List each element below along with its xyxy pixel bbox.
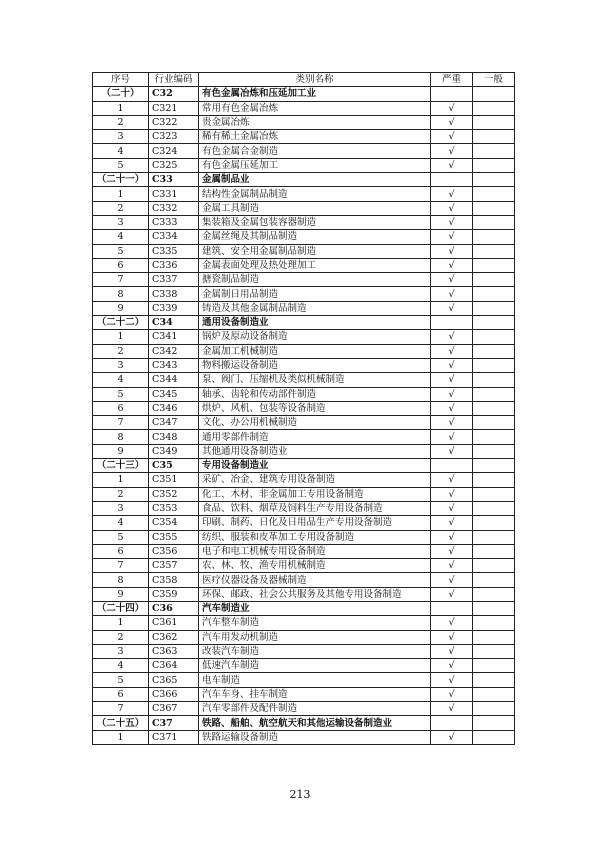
row-index: 2	[93, 115, 149, 129]
row-code: C346	[149, 401, 199, 415]
row-code: C337	[149, 273, 199, 287]
row-general-mark	[473, 201, 515, 215]
row-index: （二十一）	[93, 173, 149, 187]
row-name: 医疗仪器设备及器械制造	[199, 573, 431, 587]
row-index: 1	[93, 473, 149, 487]
row-general-mark	[473, 358, 515, 372]
row-code: C357	[149, 559, 199, 573]
row-name: 铁路运输设备制造	[199, 730, 431, 744]
row-severe-mark: √	[431, 416, 473, 430]
row-general-mark	[473, 473, 515, 487]
row-general-mark	[473, 173, 515, 187]
row-code: C332	[149, 201, 199, 215]
section-row	[93, 87, 515, 101]
row-general-mark	[473, 630, 515, 644]
table-row	[93, 258, 515, 272]
table-row	[93, 215, 515, 229]
row-name: 铸造及其他金属制品制造	[199, 301, 431, 315]
row-severe-mark: √	[431, 559, 473, 573]
row-name: 物料搬运设备制造	[199, 358, 431, 372]
table-row	[93, 273, 515, 287]
table-row	[93, 444, 515, 458]
row-name: 纺织、服装和皮革加工专用设备制造	[199, 530, 431, 544]
row-index: 4	[93, 373, 149, 387]
row-severe-mark: √	[431, 258, 473, 272]
row-general-mark	[473, 130, 515, 144]
row-name: 轴承、齿轮和传动部件制造	[199, 387, 431, 401]
row-severe-mark: √	[431, 659, 473, 673]
row-general-mark	[473, 316, 515, 330]
row-code: C359	[149, 587, 199, 601]
row-severe-mark: √	[431, 430, 473, 444]
row-general-mark	[473, 673, 515, 687]
table-row	[93, 101, 515, 115]
row-general-mark	[473, 416, 515, 430]
row-code: C333	[149, 215, 199, 229]
industry-table	[92, 72, 515, 745]
table-row	[93, 201, 515, 215]
row-name: 汽车车身、挂车制造	[199, 687, 431, 701]
row-general-mark	[473, 544, 515, 558]
table-row	[93, 573, 515, 587]
row-name: 结构性金属制品制造	[199, 187, 431, 201]
row-name: 农、林、牧、渔专用机械制造	[199, 559, 431, 573]
row-index: 7	[93, 416, 149, 430]
row-index: 4	[93, 516, 149, 530]
row-general-mark	[473, 244, 515, 258]
row-severe-mark: √	[431, 487, 473, 501]
table-row	[93, 430, 515, 444]
row-general-mark	[473, 230, 515, 244]
row-code: C321	[149, 101, 199, 115]
row-code: C371	[149, 730, 199, 744]
row-name: 集装箱及金属包装容器制造	[199, 215, 431, 229]
row-name: 常用有色金属冶炼	[199, 101, 431, 115]
page-number: 213	[289, 788, 311, 801]
row-severe-mark: √	[431, 158, 473, 172]
table-row	[93, 344, 515, 358]
row-severe-mark: √	[431, 501, 473, 515]
table-row	[93, 287, 515, 301]
header-severe: 严重	[431, 73, 473, 87]
row-general-mark	[473, 87, 515, 101]
row-name: 有色金属冶炼和压延加工业	[199, 87, 431, 101]
table-row	[93, 530, 515, 544]
row-index: （二十三）	[93, 459, 149, 473]
row-index: 6	[93, 258, 149, 272]
row-general-mark	[473, 158, 515, 172]
row-code: C342	[149, 344, 199, 358]
row-severe-mark	[431, 601, 473, 615]
row-code: C355	[149, 530, 199, 544]
row-code: C37	[149, 716, 199, 730]
row-name: 搪瓷制品制造	[199, 273, 431, 287]
row-severe-mark: √	[431, 115, 473, 129]
row-severe-mark	[431, 716, 473, 730]
table-row	[93, 158, 515, 172]
row-general-mark	[473, 215, 515, 229]
row-index: 1	[93, 730, 149, 744]
row-name: 低速汽车制造	[199, 659, 431, 673]
row-severe-mark: √	[431, 244, 473, 258]
row-severe-mark: √	[431, 473, 473, 487]
table-body	[93, 87, 515, 745]
row-severe-mark: √	[431, 344, 473, 358]
row-code: C336	[149, 258, 199, 272]
row-name: 化工、木材、非金属加工专用设备制造	[199, 487, 431, 501]
row-severe-mark: √	[431, 530, 473, 544]
row-index: 7	[93, 273, 149, 287]
row-severe-mark: √	[431, 215, 473, 229]
row-general-mark	[473, 516, 515, 530]
row-name: 汽车制造业	[199, 601, 431, 615]
row-index: （二十五）	[93, 716, 149, 730]
row-severe-mark	[431, 87, 473, 101]
table-row	[93, 387, 515, 401]
row-severe-mark: √	[431, 273, 473, 287]
table-row	[93, 244, 515, 258]
row-code: C32	[149, 87, 199, 101]
row-severe-mark: √	[431, 616, 473, 630]
row-index: 3	[93, 130, 149, 144]
table-row	[93, 730, 515, 744]
row-general-mark	[473, 430, 515, 444]
row-name: 环保、邮政、社会公共服务及其他专用设备制造	[199, 587, 431, 601]
row-code: C339	[149, 301, 199, 315]
row-name: 电车制造	[199, 673, 431, 687]
table-row	[93, 473, 515, 487]
row-index: 3	[93, 501, 149, 515]
row-index: 1	[93, 187, 149, 201]
row-name: 铁路、船舶、航空航天和其他运输设备制造业	[199, 716, 431, 730]
row-code: C364	[149, 659, 199, 673]
row-name: 金属工具制造	[199, 201, 431, 215]
row-severe-mark: √	[431, 730, 473, 744]
table-row	[93, 358, 515, 372]
row-index: 5	[93, 530, 149, 544]
row-severe-mark: √	[431, 187, 473, 201]
row-code: C352	[149, 487, 199, 501]
row-severe-mark: √	[431, 444, 473, 458]
section-row	[93, 459, 515, 473]
row-index: 9	[93, 587, 149, 601]
row-index: 8	[93, 430, 149, 444]
row-code: C362	[149, 630, 199, 644]
row-name: 贵金属冶炼	[199, 115, 431, 129]
row-severe-mark: √	[431, 516, 473, 530]
row-severe-mark: √	[431, 230, 473, 244]
row-general-mark	[473, 716, 515, 730]
row-name: 汽车整车制造	[199, 616, 431, 630]
table-row	[93, 330, 515, 344]
row-code: C358	[149, 573, 199, 587]
row-index: 2	[93, 630, 149, 644]
row-severe-mark: √	[431, 401, 473, 415]
row-index: 7	[93, 559, 149, 573]
row-code: C324	[149, 144, 199, 158]
table-row	[93, 673, 515, 687]
row-index: 1	[93, 330, 149, 344]
row-general-mark	[473, 730, 515, 744]
row-code: C361	[149, 616, 199, 630]
row-general-mark	[473, 387, 515, 401]
row-code: C345	[149, 387, 199, 401]
row-name: 改装汽车制造	[199, 644, 431, 658]
row-code: C353	[149, 501, 199, 515]
row-code: C325	[149, 158, 199, 172]
row-code: C367	[149, 702, 199, 716]
row-severe-mark	[431, 316, 473, 330]
row-code: C334	[149, 230, 199, 244]
row-severe-mark	[431, 173, 473, 187]
row-index: 5	[93, 158, 149, 172]
row-index: 9	[93, 444, 149, 458]
row-general-mark	[473, 115, 515, 129]
row-general-mark	[473, 487, 515, 501]
row-name: 印刷、制药、日化及日用品生产专用设备制造	[199, 516, 431, 530]
row-name: 电子和电工机械专用设备制造	[199, 544, 431, 558]
row-severe-mark: √	[431, 373, 473, 387]
header-general: 一般	[473, 73, 515, 87]
row-code: C322	[149, 115, 199, 129]
row-general-mark	[473, 273, 515, 287]
row-name: 有色金属合金制造	[199, 144, 431, 158]
row-general-mark	[473, 444, 515, 458]
row-code: C348	[149, 430, 199, 444]
row-severe-mark: √	[431, 644, 473, 658]
row-name: 其他通用设备制造业	[199, 444, 431, 458]
row-general-mark	[473, 573, 515, 587]
row-general-mark	[473, 601, 515, 615]
row-index: 7	[93, 702, 149, 716]
row-severe-mark: √	[431, 630, 473, 644]
row-code: C331	[149, 187, 199, 201]
row-general-mark	[473, 344, 515, 358]
row-name: 有色金属压延加工	[199, 158, 431, 172]
row-general-mark	[473, 373, 515, 387]
row-index: 8	[93, 287, 149, 301]
row-code: C349	[149, 444, 199, 458]
row-general-mark	[473, 659, 515, 673]
row-name: 通用设备制造业	[199, 316, 431, 330]
table-row	[93, 616, 515, 630]
row-name: 稀有稀土金属冶炼	[199, 130, 431, 144]
row-name: 金属加工机械制造	[199, 344, 431, 358]
header-code: 行业编码	[149, 73, 199, 87]
section-row	[93, 601, 515, 615]
row-general-mark	[473, 287, 515, 301]
table-row	[93, 301, 515, 315]
row-general-mark	[473, 144, 515, 158]
table-header-row	[93, 73, 515, 87]
row-name: 锅炉及原动设备制造	[199, 330, 431, 344]
row-severe-mark: √	[431, 287, 473, 301]
row-severe-mark: √	[431, 330, 473, 344]
table-row	[93, 516, 515, 530]
row-name: 建筑、安全用金属制品制造	[199, 244, 431, 258]
header-name: 类别名称	[199, 73, 431, 87]
row-name: 金属丝绳及其制品制造	[199, 230, 431, 244]
row-index: 5	[93, 673, 149, 687]
table-row	[93, 501, 515, 515]
row-severe-mark: √	[431, 130, 473, 144]
row-code: C341	[149, 330, 199, 344]
section-row	[93, 316, 515, 330]
table-row	[93, 115, 515, 129]
row-index: 1	[93, 101, 149, 115]
row-name: 金属制日用品制造	[199, 287, 431, 301]
section-row	[93, 173, 515, 187]
row-name: 金属表面处理及热处理加工	[199, 258, 431, 272]
row-severe-mark: √	[431, 544, 473, 558]
row-general-mark	[473, 559, 515, 573]
row-index: 1	[93, 616, 149, 630]
row-code: C35	[149, 459, 199, 473]
row-general-mark	[473, 330, 515, 344]
row-severe-mark: √	[431, 101, 473, 115]
row-index: 3	[93, 358, 149, 372]
row-name: 文化、办公用机械制造	[199, 416, 431, 430]
row-code: C363	[149, 644, 199, 658]
row-index: 4	[93, 230, 149, 244]
row-index: 2	[93, 487, 149, 501]
row-severe-mark: √	[431, 587, 473, 601]
row-general-mark	[473, 587, 515, 601]
row-index: 9	[93, 301, 149, 315]
table-row	[93, 630, 515, 644]
row-general-mark	[473, 301, 515, 315]
row-index: 4	[93, 659, 149, 673]
row-name: 烘炉、风机、包装等设备制造	[199, 401, 431, 415]
row-code: C343	[149, 358, 199, 372]
row-code: C354	[149, 516, 199, 530]
table-row	[93, 230, 515, 244]
table-row	[93, 702, 515, 716]
row-name: 通用零部件制造	[199, 430, 431, 444]
row-severe-mark: √	[431, 387, 473, 401]
row-index: 5	[93, 244, 149, 258]
row-index: 2	[93, 201, 149, 215]
row-severe-mark: √	[431, 301, 473, 315]
row-general-mark	[473, 702, 515, 716]
row-severe-mark: √	[431, 201, 473, 215]
table-row	[93, 644, 515, 658]
row-index: 3	[93, 644, 149, 658]
row-code: C335	[149, 244, 199, 258]
row-general-mark	[473, 187, 515, 201]
table-row	[93, 587, 515, 601]
row-code: C365	[149, 673, 199, 687]
table-row	[93, 659, 515, 673]
section-row	[93, 716, 515, 730]
row-severe-mark: √	[431, 358, 473, 372]
row-code: C347	[149, 416, 199, 430]
table-row	[93, 544, 515, 558]
row-general-mark	[473, 401, 515, 415]
row-code: C356	[149, 544, 199, 558]
row-index: （二十）	[93, 87, 149, 101]
table-row	[93, 416, 515, 430]
row-index: 4	[93, 144, 149, 158]
row-code: C33	[149, 173, 199, 187]
row-severe-mark: √	[431, 673, 473, 687]
row-severe-mark: √	[431, 687, 473, 701]
row-severe-mark: √	[431, 573, 473, 587]
row-general-mark	[473, 644, 515, 658]
row-severe-mark: √	[431, 144, 473, 158]
table-row	[93, 401, 515, 415]
row-name: 食品、饮料、烟草及饲料生产专用设备制造	[199, 501, 431, 515]
row-name: 泵、阀门、压缩机及类似机械制造	[199, 373, 431, 387]
row-code: C366	[149, 687, 199, 701]
row-index: 6	[93, 544, 149, 558]
row-general-mark	[473, 101, 515, 115]
row-index: （二十四）	[93, 601, 149, 615]
table-row	[93, 187, 515, 201]
row-code: C338	[149, 287, 199, 301]
row-name: 金属制品业	[199, 173, 431, 187]
row-general-mark	[473, 501, 515, 515]
table-row	[93, 144, 515, 158]
row-severe-mark	[431, 459, 473, 473]
row-index: 6	[93, 401, 149, 415]
row-index: （二十二）	[93, 316, 149, 330]
row-index: 2	[93, 344, 149, 358]
row-general-mark	[473, 258, 515, 272]
table-row	[93, 373, 515, 387]
row-name: 专用设备制造业	[199, 459, 431, 473]
row-name: 采矿、冶金、建筑专用设备制造	[199, 473, 431, 487]
row-general-mark	[473, 459, 515, 473]
header-index: 序号	[93, 73, 149, 87]
row-index: 3	[93, 215, 149, 229]
row-general-mark	[473, 616, 515, 630]
table-row	[93, 130, 515, 144]
row-severe-mark: √	[431, 702, 473, 716]
row-code: C351	[149, 473, 199, 487]
row-code: C36	[149, 601, 199, 615]
row-general-mark	[473, 530, 515, 544]
table-row	[93, 487, 515, 501]
row-name: 汽车零部件及配件制造	[199, 702, 431, 716]
row-general-mark	[473, 687, 515, 701]
row-code: C34	[149, 316, 199, 330]
row-index: 8	[93, 573, 149, 587]
table-row	[93, 687, 515, 701]
row-index: 6	[93, 687, 149, 701]
table-row	[93, 559, 515, 573]
row-index: 5	[93, 387, 149, 401]
row-name: 汽车用发动机制造	[199, 630, 431, 644]
row-code: C323	[149, 130, 199, 144]
row-code: C344	[149, 373, 199, 387]
